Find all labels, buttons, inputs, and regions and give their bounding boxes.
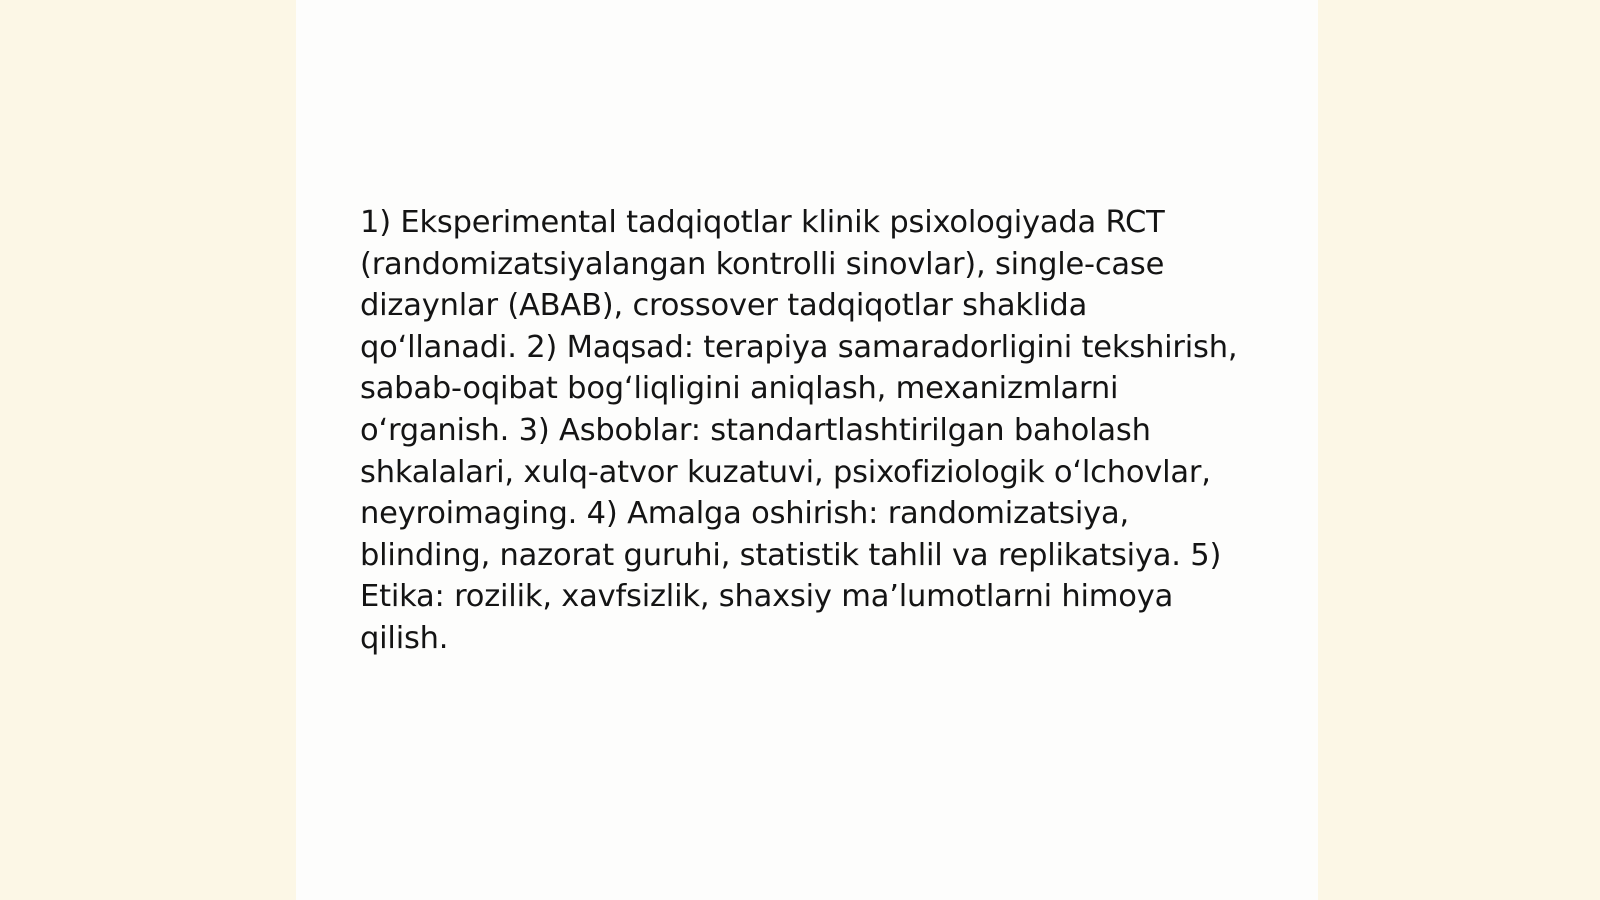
slide-body-text: 1) Eksperimental tadqiqotlar klinik psixologiyada RCT (randomizatsiyalangan kontrolli sinovlar), single-case dizaynlar (ABAB), crossover tadqiqotlar shaklida qo‘llanadi. 2) Maqsad: terapiya samaradorligini tekshirish, sabab-oqibat bog‘liqligini aniqlash, mexanizmlarni o‘rganish. 3) Asboblar: standartlashtirilgan baholash shkalalari, xulq-atvor kuzatuvi, psixofiziologik o‘lchovlar, neyroimaging. 4) Amalga oshirish: randomizatsiya, blinding, nazorat guruhi, statistik tahlil va replikatsiya. 5) Etika: rozilik, xavfsizlik, shaxsiy ma’lumotlarni himoya qilish. [360, 205, 1238, 656]
left-margin [0, 0, 296, 900]
slide-canvas [296, 0, 1318, 900]
right-margin [1318, 0, 1600, 900]
